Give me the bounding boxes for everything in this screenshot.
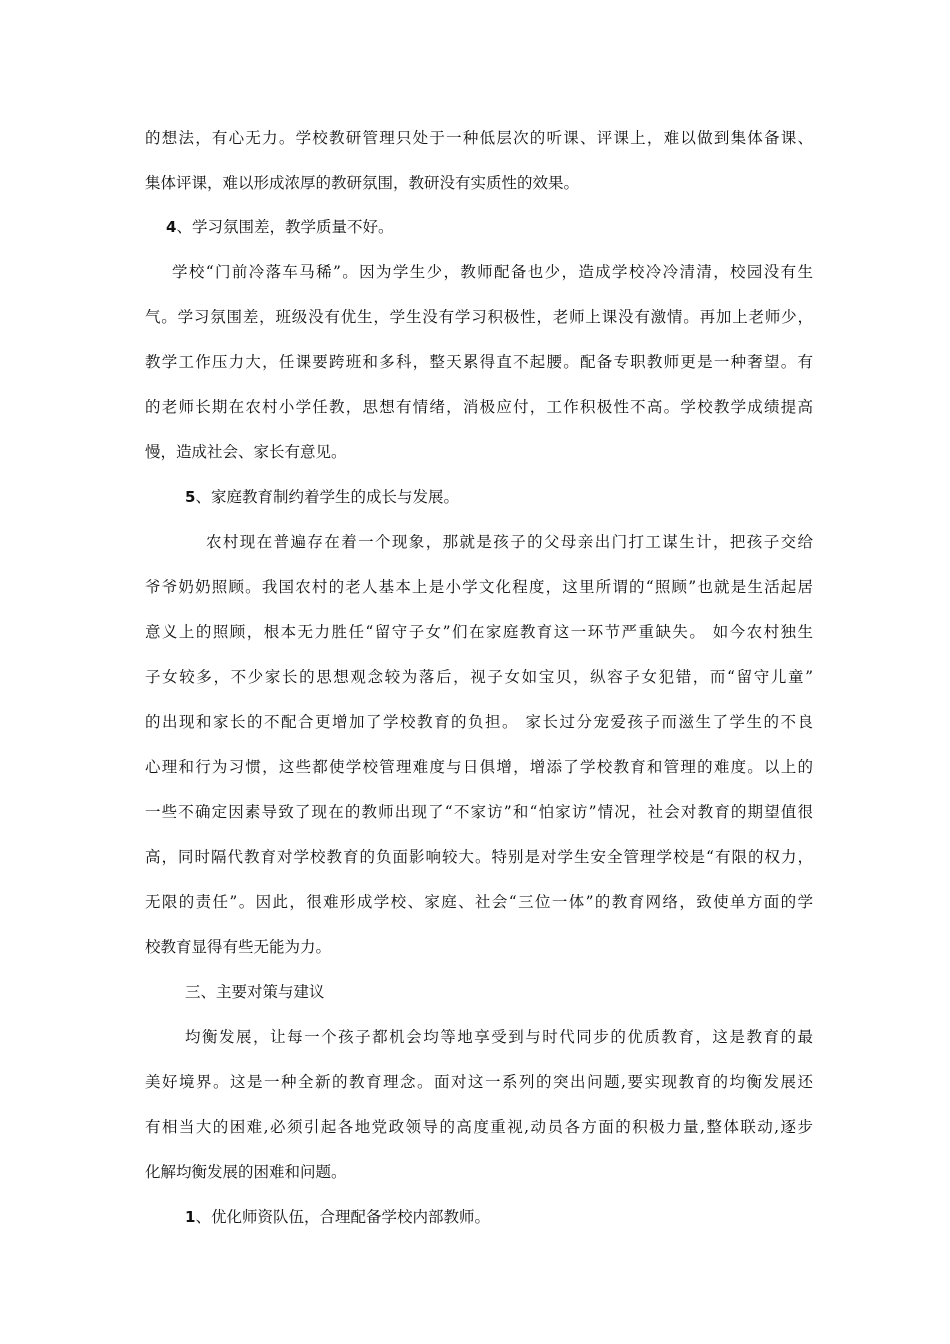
paragraph-line: 的出现和家长的不配合更增加了学校教育的负担。 家长过分宠爱孩子而滋生了学生的不良 xyxy=(145,713,813,731)
subsection-heading-1 xyxy=(185,1206,853,1228)
section-heading-5 xyxy=(185,486,853,508)
paragraph-line: 心理和行为习惯，这些都使学校管理难度与日俱增，增添了学校教育和管理的难度。以上的 xyxy=(145,758,813,776)
paragraph-line: 的老师长期在农村小学任教，思想有情绪，消极应付，工作积极性不高。学校教学成绩提高 xyxy=(145,398,813,416)
paragraph-line: 的想法，有心无力。学校教研管理只处于一种低层次的听课、评课上，难以做到集体备课、 xyxy=(145,129,813,147)
paragraph-line: 意义上的照顾，根本无力胜任“留守子女”们在家庭教育这一环节严重缺失。 如今农村独生 xyxy=(145,623,813,641)
heading-text: 、家庭教育制约着学生的成长与发展。 xyxy=(195,488,459,506)
paragraph-line: 慢，造成社会、家长有意见。 xyxy=(145,443,347,461)
heading-number: 1 xyxy=(185,1208,196,1226)
paragraph-line: 美好境界。这是一种全新的教育理念。面对这一系列的突出问题,要实现教育的均衡发展还 xyxy=(145,1073,813,1091)
heading-number: 4 xyxy=(166,218,177,236)
section-heading-3: 三、主要对策与建议 xyxy=(185,983,325,1001)
heading-text: 、学习氛围差，教学质量不好。 xyxy=(176,218,394,236)
paragraph-line: 化解均衡发展的困难和问题。 xyxy=(145,1163,347,1181)
paragraph-line: 无限的责任”。因此，很难形成学校、家庭、社会“三位一体”的教育网络，致使单方面的学 xyxy=(145,893,813,911)
heading-number: 5 xyxy=(185,488,196,506)
paragraph-line: 爷爷奶奶照顾。我国农村的老人基本上是小学文化程度，这里所谓的“照顾”也就是生活起居 xyxy=(145,578,813,596)
paragraph-line: 子女较多，不少家长的思想观念较为落后，视子女如宝贝，纵容子女犯错，而“留守儿童” xyxy=(145,668,813,686)
paragraph-line: 均衡发展，让每一个孩子都机会均等地享受到与时代同步的优质教育，这是教育的最 xyxy=(185,1028,813,1046)
heading-text: 、优化师资队伍，合理配备学校内部教师。 xyxy=(195,1208,490,1226)
paragraph-line: 农村现在普遍存在着一个现象，那就是孩子的父母亲出门打工谋生计，把孩子交给 xyxy=(206,533,813,551)
paragraph-line: 集体评课，难以形成浓厚的教研氛围，教研没有实质性的效果。 xyxy=(145,174,580,192)
section-heading-4 xyxy=(166,216,834,238)
paragraph-line: 一些不确定因素导致了现在的教师出现了“不家访”和“怕家访”情况，社会对教育的期望值很 xyxy=(145,803,813,821)
paragraph-line: 校教育显得有些无能为力。 xyxy=(145,938,332,956)
paragraph-line: 气。学习氛围差，班级没有优生，学生没有学习积极性，老师上课没有激情。再加上老师少， xyxy=(145,308,813,326)
paragraph-line: 高，同时隔代教育对学校教育的负面影响较大。特别是对学生安全管理学校是“有限的权力， xyxy=(145,848,813,866)
paragraph-line: 学校“门前冷落车马稀”。因为学生少，教师配备也少，造成学校冷冷清清，校园没有生 xyxy=(172,263,813,281)
paragraph-line: 有相当大的困难,必须引起各地党政领导的高度重视,动员各方面的积极力量,整体联动,逐步 xyxy=(145,1118,813,1136)
paragraph-line: 教学工作压力大，任课要跨班和多科，整天累得直不起腰。配备专职教师更是一种奢望。有 xyxy=(145,353,813,371)
